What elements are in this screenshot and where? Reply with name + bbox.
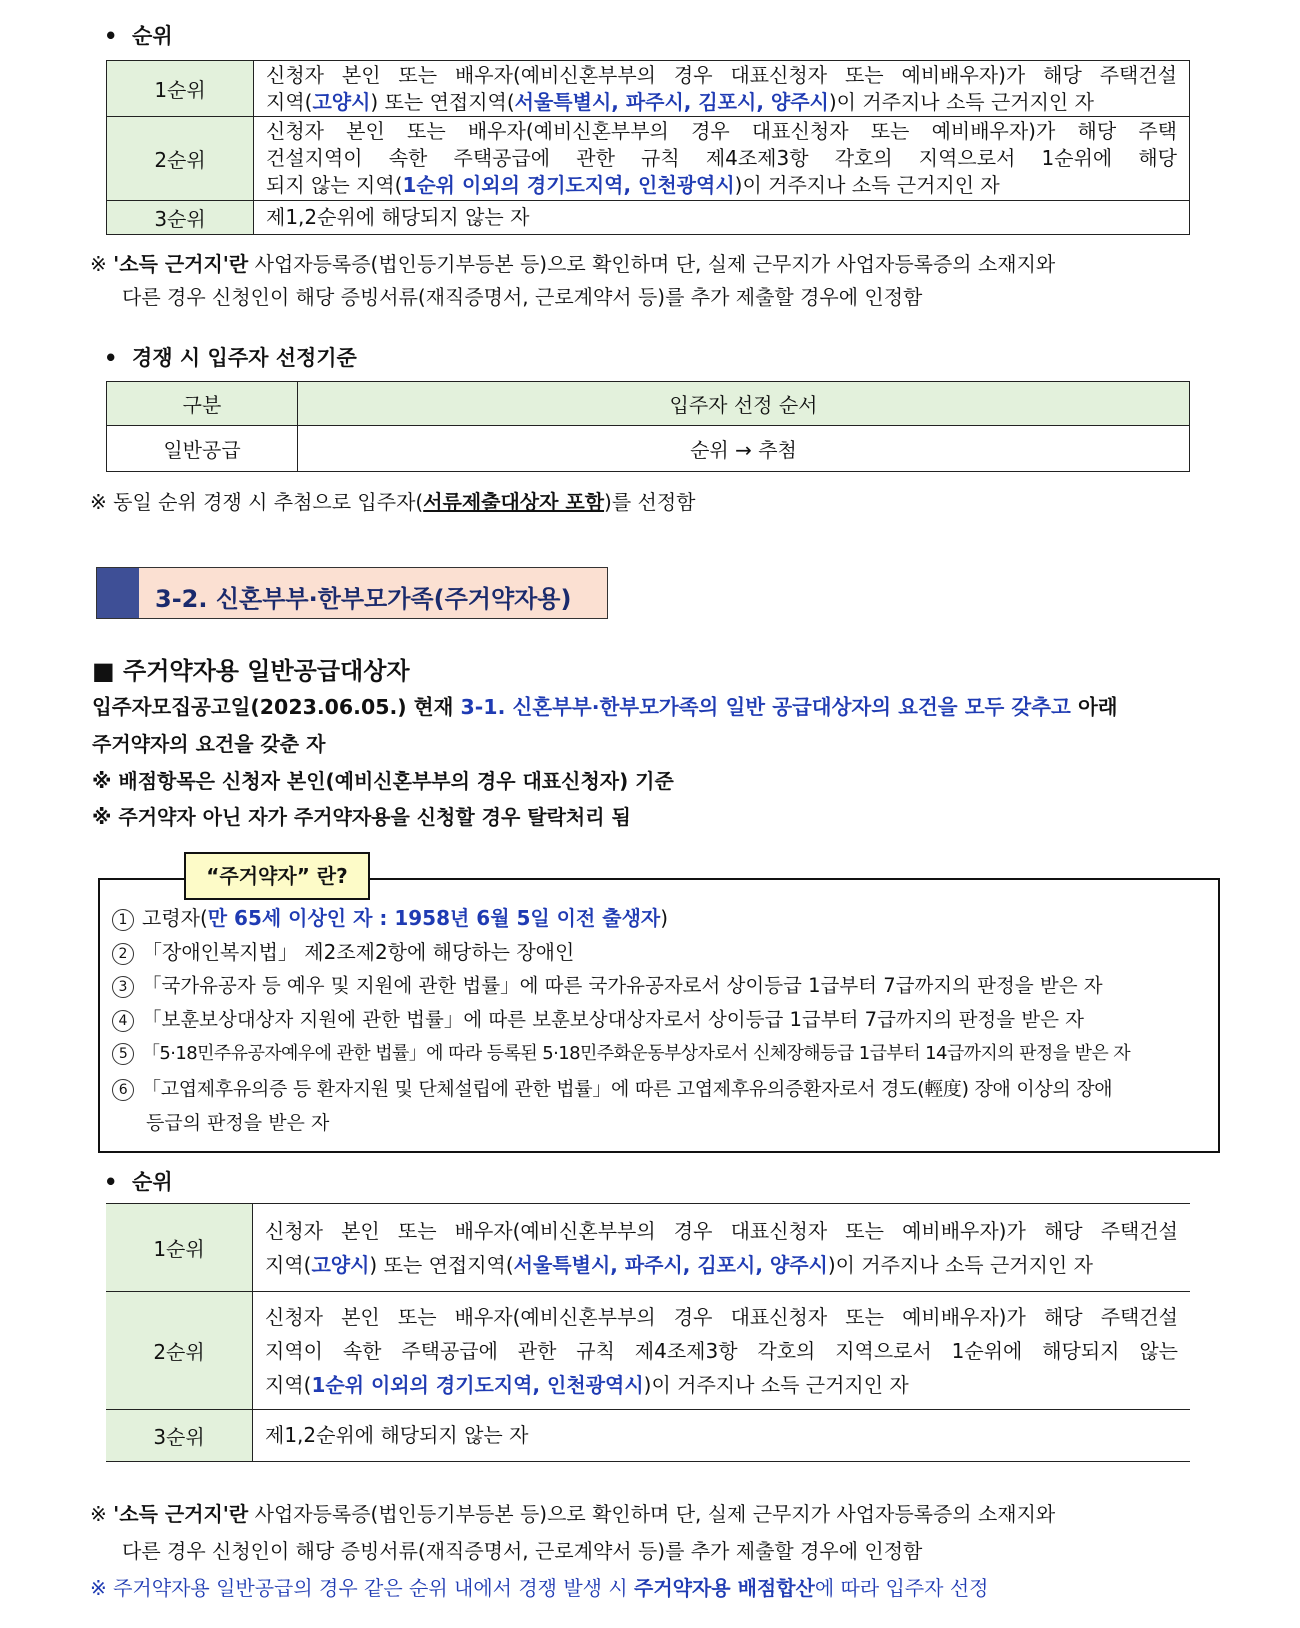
table-cell: 일반공급 (107, 426, 298, 472)
number-badge: 4 (112, 1010, 134, 1032)
note-score: ※ 배점항목은 신청자 본인(예비신혼부부의 경우 대표신청자) 기준 (92, 769, 674, 793)
note-final: ※ 주거약자용 일반공급의 경우 같은 순위 내에서 경쟁 발생 시 주거약자용 배점합산에 따라 입주자 선정 (90, 1576, 989, 1600)
column-header: 입주자 선정 순서 (298, 382, 1190, 426)
definition-item: 4 「보훈보상대상자 지원에 관한 법률」에 따른 보훈보상대상자로서 상이등급 1급부터 7급까지의 판정을 받은 자 (112, 1008, 1084, 1032)
rank-label: 2순위 (107, 117, 254, 201)
table-row (107, 117, 1190, 201)
rank-label: 1순위 (107, 61, 254, 117)
table-row (106, 1204, 1190, 1292)
intro-line: 입주자모집공고일(2023.06.05.) 현재 3-1. 신혼부부·한부모가족의 일반 공급대상자의 요건을 모두 갖추고 아래 (92, 695, 1118, 719)
table-row (107, 426, 1190, 472)
rank-heading-2: • 순위 (104, 1170, 173, 1194)
definition-tag: “주거약자” 란? (184, 852, 370, 900)
rank-desc: 신청자 본인 또는 배우자(예비신혼부부의 경우 대표신청자 또는 예비배우자)가 해당 주택 건설지역이 속한 주택공급에 관한 규칙 제4조제3항 각호의 지역으로서 1순위에 해당 되지 않는 지역(1순위 이외의 경기도지역, 인천광역시)이 거주지나 소득 근거지인 자 (254, 117, 1190, 201)
table-row (106, 1292, 1190, 1410)
selection-table (106, 381, 1190, 472)
definition-item: 3 「국가유공자 등 예우 및 지원에 관한 법률」에 따른 국가유공자로서 상이등급 1급부터 7급까지의 판정을 받은 자 (112, 974, 1103, 998)
section-header (96, 567, 608, 619)
note-income-2-cont: 다른 경우 신청인이 해당 증빙서류(재직증명서, 근로계약서 등)를 추가 제출할 경우에 인정함 (122, 1539, 923, 1563)
column-header: 구분 (107, 382, 298, 426)
intro-line-2: 주거약자의 요건을 갖춘 자 (92, 732, 326, 756)
selection-heading: • 경쟁 시 입주자 선정기준 (104, 346, 357, 370)
sub-title: ■ 주거약자용 일반공급대상자 (92, 657, 410, 685)
table-cell: 순위 → 추첨 (298, 426, 1190, 472)
table-row (106, 1410, 1190, 1462)
section-marker (97, 568, 139, 618)
rank-heading: • 순위 (104, 24, 173, 48)
table-row (107, 201, 1190, 235)
definition-item: 2 「장애인복지법」 제2조제2항에 해당하는 장애인 (112, 940, 574, 965)
definition-item: 1 고령자(만 65세 이상인 자 : 1958년 6월 5일 이전 출생자) (112, 906, 668, 931)
number-badge: 5 (112, 1043, 134, 1065)
note-income-1: ※ '소득 근거지'란 사업자등록증(법인등기부등본 등)으로 확인하며 단, 실제 근무지가 사업자등록증의 소재지와 (90, 252, 1056, 276)
note-income-1-cont: 다른 경우 신청인이 해당 증빙서류(재직증명서, 근로계약서 등)를 추가 제출할 경우에 인정함 (122, 285, 923, 309)
rank-desc: 제1,2순위에 해당되지 않는 자 (253, 1410, 1191, 1462)
number-badge: 1 (112, 909, 134, 931)
number-badge: 2 (112, 943, 134, 965)
section-title: 3-2. 신혼부부·한부모가족(주거약자용) (155, 585, 572, 613)
number-badge: 3 (112, 976, 134, 998)
rank-desc: 제1,2순위에 해당되지 않는 자 (254, 201, 1190, 235)
rank-desc: 신청자 본인 또는 배우자(예비신혼부부의 경우 대표신청자 또는 예비배우자)가 해당 주택건설 지역이 속한 주택공급에 관한 규칙 제4조제3항 각호의 지역으로서 1순위에 해당되지 않는 지역(1순위 이외의 경기도지역, 인천광역시)이 거주지나 소득 근거지인 자 (253, 1292, 1191, 1410)
rank-label: 3순위 (107, 201, 254, 235)
rank-label: 1순위 (106, 1204, 253, 1292)
rank-label: 3순위 (106, 1410, 253, 1462)
table-row (107, 61, 1190, 117)
rank-label: 2순위 (106, 1292, 253, 1410)
number-badge: 6 (112, 1079, 134, 1101)
rank-desc: 신청자 본인 또는 배우자(예비신혼부부의 경우 대표신청자 또는 예비배우자)가 해당 주택건설 지역(고양시) 또는 연접지역(서울특별시, 파주시, 김포시, 양주시)이 거주지나 소득 근거지인 자 (253, 1204, 1191, 1292)
note-income-2: ※ '소득 근거지'란 사업자등록증(법인등기부등본 등)으로 확인하며 단, 실제 근무지가 사업자등록증의 소재지와 (90, 1502, 1056, 1526)
rank-table-1 (106, 60, 1190, 235)
definition-item-cont: 등급의 판정을 받은 자 (146, 1112, 330, 1134)
rank-table-2 (106, 1203, 1190, 1462)
note-reject: ※ 주거약자 아닌 자가 주거약자용을 신청할 경우 탈락처리 됨 (92, 805, 631, 829)
definition-item: 6 「고엽제후유의증 등 환자지원 및 단체설립에 관한 법률」에 따른 고엽제후유의증환자로서 경도(輕度) 장애 이상의 장애 (112, 1077, 1112, 1101)
rank-desc: 신청자 본인 또는 배우자(예비신혼부부의 경우 대표신청자 또는 예비배우자)가 해당 주택건설 지역(고양시) 또는 연접지역(서울특별시, 파주시, 김포시, 양주시)이 거주지나 소득 근거지인 자 (254, 61, 1190, 117)
definition-item: 5 「5·18민주유공자예우에 관한 법률」에 따라 등록된 5·18민주화운동부상자로서 신체장해등급 1급부터 14급까지의 판정을 받은 자 (112, 1042, 1130, 1066)
table-header-row (107, 382, 1190, 426)
note-tie: ※ 동일 순위 경쟁 시 추첨으로 입주자(서류제출대상자 포함)를 선정함 (90, 490, 696, 514)
